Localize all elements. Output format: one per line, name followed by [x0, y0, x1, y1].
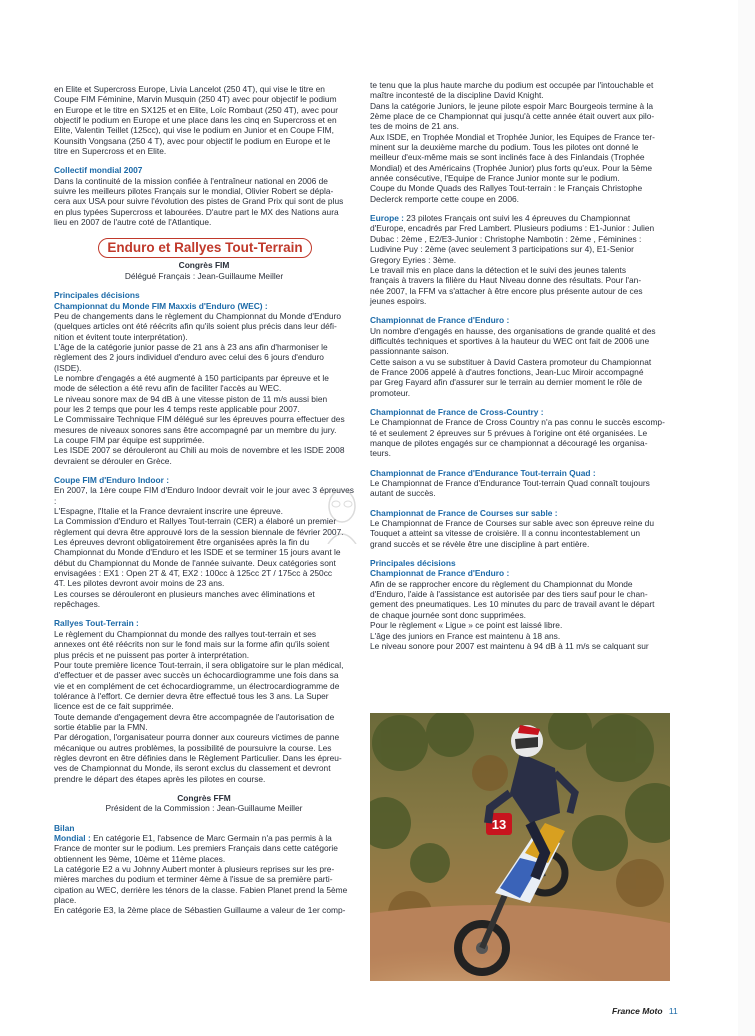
text-line: Elite, Valentin Teillet (125cc), qui vise le podium en Junior et en Coupe FIM, — [54, 125, 334, 136]
text-line: objectif le podium en Europe et une place dans les cinq en Supercross et en — [54, 115, 337, 126]
indoor-heading: Coupe FIM d'Enduro Indoor : — [54, 475, 170, 485]
text-line: Le Championnat de France d'Endurance Tout-terrain Quad connaît toujours — [370, 478, 650, 489]
text-line: meilleur d'eux-même mais se sont inclinés face à des Finlandais (Trophée — [370, 152, 645, 163]
pd-paragraph — [370, 579, 670, 651]
mondial-lead: Mondial : — [54, 833, 91, 843]
text-line: annexes ont été réécrits non sur le fond mais sur la forme afin qu'ils soient — [54, 639, 330, 650]
text-line: passionnante saison. — [370, 346, 449, 357]
text-line: autant de succès. — [370, 488, 436, 499]
text-line: En catégorie E1, l'absence de Marc Germain n'a pas permis à la — [93, 833, 332, 843]
wec-heading: Championnat du Monde FIM Maxxis d'Enduro (WEC) : — [54, 300, 268, 311]
watermark-portrait-icon — [322, 484, 362, 544]
text-line: Touquet a atteint sa vitesse de croisière. Il a connu incontestablement un — [370, 528, 641, 539]
text-line: de chaque journée sont donc supprimées. — [370, 609, 526, 620]
principales-heading: Principales décisions — [54, 290, 140, 301]
text-line: Peu de changements dans le règlement du Championnat du Monde d'Enduro — [54, 310, 342, 321]
cf-enduro-paragraph — [370, 326, 670, 398]
europe-paragraph — [370, 213, 670, 306]
text-line: 23 pilotes Français ont suivi les 4 épreuves du Championnat — [406, 213, 631, 224]
text-line: en Elite et Supercross Europe, Livia Lancelot (250 4T), qui vise le titre en — [54, 84, 325, 94]
text-line: mesures de niveaux sonores sans être accompagné par un membre du jury. — [54, 424, 337, 435]
rallyes-heading: Rallyes Tout-Terrain : — [54, 618, 139, 629]
wec-paragraph — [54, 311, 354, 466]
text-line: Kounsith Vongsana (250 4 T), avec pour objectif le podium en Europe et le — [54, 135, 331, 146]
text-line: Le niveau sonore pour 2007 est maintenu à 94 dB à 11 m/s se calquant sur — [370, 640, 649, 651]
text-line: Coupe du Monde Quads des Rallyes Tout-terrain : le Français Christophe — [370, 183, 643, 194]
text-line: règles devront en être définies dans le Règlement Particulier. Dans les épreu- — [54, 752, 342, 763]
text-line: Gregory Eyries : 3ème. — [370, 254, 457, 265]
text-line: tolérance à l'effort. Ce dernier devra être effectué tous les 3 ans. La Super — [54, 690, 329, 701]
text-line: manque de pilotes engagés sur ce championnat a découragé les organisa- — [370, 438, 648, 448]
enduro-rider-photo — [370, 713, 670, 981]
text-line: mières marches du podium et terminer 4ème à l'issue de sa première parti- — [54, 874, 333, 885]
text-line: France de monter sur le podium. Les premiers Français dans cette catégorie — [54, 843, 338, 854]
text-line: licence est de ce fait supprimée. — [54, 701, 174, 712]
text-line: par Greg Fayard afin d'assurer sur le terrain au dernier moment le rôle de — [370, 377, 643, 388]
sable-heading: Championnat de France de Courses sur sable : — [370, 507, 558, 518]
text-line: règlement qui devra être approuvé lors de la session biennale de février 2007. — [54, 526, 344, 537]
text-line: cera aux USA pour suivre l'évolution des pistes de Grand Prix qui sont de plus — [54, 196, 344, 207]
text-line: 4T. Les pilotes devront avoir moins de 23 ans. — [54, 578, 225, 589]
text-line: Le niveau sonore max de 94 dB à une vitesse piston de 11 m/s aussi bien — [54, 393, 328, 404]
text-line: mécanique ou autres problèmes, la possibilité de poursuivre la course. Les — [54, 742, 332, 753]
text-line: (ISDE). — [54, 362, 82, 373]
magazine-brand: France Moto — [612, 1006, 663, 1016]
text-line: Coupe FIM Féminine, Marvin Musquin (250 4T) avec pour objectif le podium — [54, 94, 337, 105]
text-line: Dans la continuité de la mission confiée à l'entraîneur national en 2006 de — [54, 175, 328, 186]
congres-ffm-president: Président de la Commission : Jean-Guillaume Meiller — [105, 803, 303, 814]
text-line: d'Enduro, l'aide à l'assistance est autorisée par des tiers sauf pour le chan- — [370, 589, 648, 600]
text-line: Le Championnat de France de Courses sur sable avec son épreuve reine du — [370, 518, 654, 529]
text-line: Le nombre d'engagés a été augmenté à 150 participants par épreuve et le — [54, 372, 329, 383]
text-line: envisagées : EX1 : Open 2T & 4T, EX2 : 100cc à 125cc 2T / 175cc à 250cc — [54, 568, 333, 579]
text-line: en Europe et le titre en SX125 et en Elite, Loïc Rombaut (250 4T), avec pour — [54, 104, 338, 115]
congres-fim-heading: Congrès FIM — [178, 260, 230, 271]
text-line: règlement des 2 jours individuel d'enduro avec celui des 6 jours d'enduro — [54, 352, 324, 363]
text-line: Les ISDE 2007 se dérouleront au Chili au mois de novembre et les ISDE 2008 — [54, 445, 345, 456]
text-line: té et seulement 2 épreuves sur 5 prévues à l'origine ont été organisées. Le — [370, 427, 648, 438]
text-line: gement des pneumatiques. Les 10 minutes du parc de travail avant le départ — [370, 599, 655, 610]
sable-paragraph — [370, 518, 670, 549]
continuation-paragraph — [370, 80, 670, 204]
text-line: début du Championnat du Monde de l'année suivante. Deux catégories sont — [54, 557, 336, 568]
text-line: en plus typées Supercross et labourées. D'autre part le MX des Nations aura — [54, 206, 339, 217]
text-line: plus précis et ne puissent pas porter à interprétation. — [54, 649, 250, 660]
indoor-paragraph — [54, 485, 354, 609]
text-line: Declerck remporte cette coupe en 2006. — [370, 193, 519, 204]
text-line: L'Espagne, l'Italie et la France devraient inscrire une épreuve. — [54, 506, 283, 517]
text-line: minent sur la deuxième marche du podium. Tous les pilotes ont donné le — [370, 142, 639, 153]
text-line: maître incontesté de la discipline David Knight. — [370, 90, 544, 101]
text-line: suivre les meilleurs pilotes Français sur le mondial, Olivier Robert se dépla- — [54, 186, 334, 197]
cross-country-heading: Championnat de France de Cross-Country : — [370, 406, 544, 417]
bib-number: 13 — [491, 817, 507, 832]
text-line: vie et en complément de cet échocardiogramme, un électrocardiogramme de — [54, 680, 340, 691]
text-line: prendre le départ des étapes après les pilotes en course. — [54, 773, 266, 784]
text-line: Par dérogation, l'organisateur pourra donner aux coureurs victimes de panne — [54, 732, 340, 743]
text-line: d'Europe, encadrés par Fred Lambert. Plusieurs podiums : E1-Junior : Julien — [370, 223, 655, 234]
text-line: promoteur. — [370, 387, 411, 398]
text-line: Le règlement du Championnat du monde des rallyes tout-terrain et ses — [54, 628, 317, 639]
text-line: Cette saison a vu se substituer à David Castera promoteur du Championnat — [370, 356, 652, 367]
text-line: Pour le règlement « Ligue » ce point est laissé libre. — [370, 620, 563, 631]
text-line: jeunes espoirs. — [370, 295, 427, 306]
cf-enduro-heading: Championnat de France d'Enduro : — [370, 315, 510, 326]
text-line: Les courses se dérouleront en plusieurs manches avec éliminations et — [54, 588, 315, 599]
rallyes-paragraph — [54, 629, 354, 784]
text-line: difficultés techniques et sportives à la hauteur du WEC ont fait de 2006 une — [370, 335, 650, 346]
quad-paragraph — [370, 478, 670, 499]
text-line: La catégorie E2 a vu Johnny Aubert monter à plusieurs reprises sur les pre- — [54, 864, 335, 875]
page-footer — [612, 1006, 678, 1016]
text-line: Aux ISDE, en Trophée Mondial et Trophée Junior, les Equipes de France ter- — [370, 131, 655, 142]
text-line: Un nombre d'engagés en hausse, des organisations de grande qualité et des — [370, 325, 656, 336]
text-line: repêchages. — [54, 599, 101, 610]
intro-paragraph — [54, 84, 354, 156]
text-line: Pour toute première licence Tout-terrain, il sera obligatoire sur le plan médical, — [54, 659, 344, 670]
text-line: La coupe FIM par équipe est supprimée. — [54, 434, 205, 445]
text-line: Dans la catégorie Juniors, le jeune pilote espoir Marc Bourgeois termine à la — [370, 100, 654, 111]
text-line: L'âge des juniors en France est maintenu à 18 ans. — [370, 630, 561, 641]
text-line: Le Championnat de France de Cross Country n'a pas connu le succès escomp- — [370, 417, 665, 428]
text-line: L'âge de la catégorie junior passe de 21 ans à 23 ans afin d'harmoniser le — [54, 341, 328, 352]
text-line: Le travail mis en place dans la détection et le suivi des jeunes talents — [370, 264, 627, 275]
text-line: Les épreuves devront obligatoirement être organisées après la fin du — [54, 537, 310, 548]
text-line: devraient se dérouler en Grèce. — [54, 455, 172, 466]
text-line: (quelques articles ont été réécrits afin qu'ils soient plus précis dans leur défi- — [54, 321, 337, 332]
text-line: sortie établie par la FMN. — [54, 721, 148, 732]
text-line: année consécutive, l'Equipe de France Junior monte sur le podium. — [370, 173, 620, 184]
page-edge-shadow — [738, 0, 755, 1036]
right-column — [370, 80, 670, 651]
text-line: grand succès et se révèle être une discipline à part entière. — [370, 538, 590, 549]
text-line: Le Commissaire Technique FIM délégué sur les épreuves pourra effectuer des — [54, 414, 345, 425]
left-column — [54, 84, 354, 916]
bilan-paragraph — [54, 833, 354, 916]
text-line: En catégorie E3, la 2ème place de Sébastien Guillaume a valeur de 1er comp- — [54, 905, 346, 916]
cross-country-paragraph — [370, 417, 670, 458]
text-line: mode de sélection a été revu afin de faciliter l'accès au WEC. — [54, 383, 282, 394]
text-line: Ludivine Puy : 2ème (avec seulement 3 participations sur 4), E1-Senior — [370, 244, 634, 255]
text-line: obtiennent les 9ème, 10ème et 11ème places. — [54, 853, 226, 864]
text-line: te tenu que la plus haute marche du podium est occupée par l'intouchable et — [370, 80, 654, 90]
text-line: 2ème place de ce Championnat qui jusqu'à cette année était ouvert aux pilo- — [370, 111, 655, 122]
bilan-heading: Bilan — [54, 822, 75, 833]
text-line: née 2007, la FFM va s'attacher à être encore plus présente autour de ces — [370, 285, 643, 296]
text-line: ves de Championnat du Monde, ils seront exclus du classement et devront — [54, 763, 331, 774]
text-line: tes de moins de 21 ans. — [370, 121, 459, 132]
text-line: En 2007, la 1ère coupe FIM d'Enduro Indoor devrait voir le jour avec 3 épreuves : — [54, 485, 354, 506]
pd-heading: Principales décisions — [370, 558, 456, 569]
text-line: lieu en 2007 de l'autre coté de l'Atlantique. — [54, 217, 212, 228]
section-banner: Enduro et Rallyes Tout-Terrain — [98, 238, 312, 258]
congres-ffm-heading: Congrès FFM — [177, 792, 231, 803]
congres-fim-delegate: Délégué Français : Jean-Guillaume Meiller — [124, 270, 284, 281]
text-line: Mondial) et des Américains (Trophée Junior) plus forts qu'eux. Pour la 5ème — [370, 162, 652, 173]
text-line: français à travers la filière du Haut Niveau donne des résultats. Pour l'an- — [370, 275, 642, 286]
pd-subheading: Championnat de France d'Enduro : — [370, 568, 510, 579]
collectif-heading: Collectif mondial 2007 — [54, 165, 143, 176]
text-line: La Commission d'Enduro et Rallyes Tout-terrain (CER) a élaboré un premier — [54, 516, 337, 527]
text-line: teurs. — [370, 448, 391, 459]
europe-lead: Europe : — [370, 213, 404, 224]
text-line: nition et évitent toute interprétation). — [54, 331, 188, 342]
text-line: Championnat du Monde d'Enduro et les ISDE et se terminer 15 jours avant le — [54, 547, 341, 558]
text-line: Toute demande d'engagement devra être accompagnée de l'autorisation de — [54, 711, 335, 722]
text-line: Afin de se rapprocher encore du règlement du Championnat du Monde — [370, 578, 633, 589]
text-line: Dubac : 2ème , E2/E3-Junior : Christophe Nambotin : 2ème , Féminines : — [370, 233, 642, 244]
text-line: d'effectuer et de passer avec succès un échocardiogramme une fois dans sa — [54, 670, 339, 681]
text-line: de France 2006 appelé à d'autres fonctions, Jean-Luc Miroir accompagné — [370, 366, 644, 377]
text-line: pour les 2 temps que pour les 4 temps reste applicable pour 2007. — [54, 403, 300, 414]
text-line: cipation au WEC, derrière les ténors de la classe. Fabien Planet prend la 5ème — [54, 884, 348, 895]
quad-heading: Championnat de France d'Endurance Tout-terrain Quad : — [370, 467, 596, 478]
collectif-paragraph — [54, 176, 354, 228]
text-line: place. — [54, 895, 77, 906]
text-line: titre en Supercross et en Elite. — [54, 146, 167, 157]
page-number: 11 — [668, 1006, 678, 1016]
